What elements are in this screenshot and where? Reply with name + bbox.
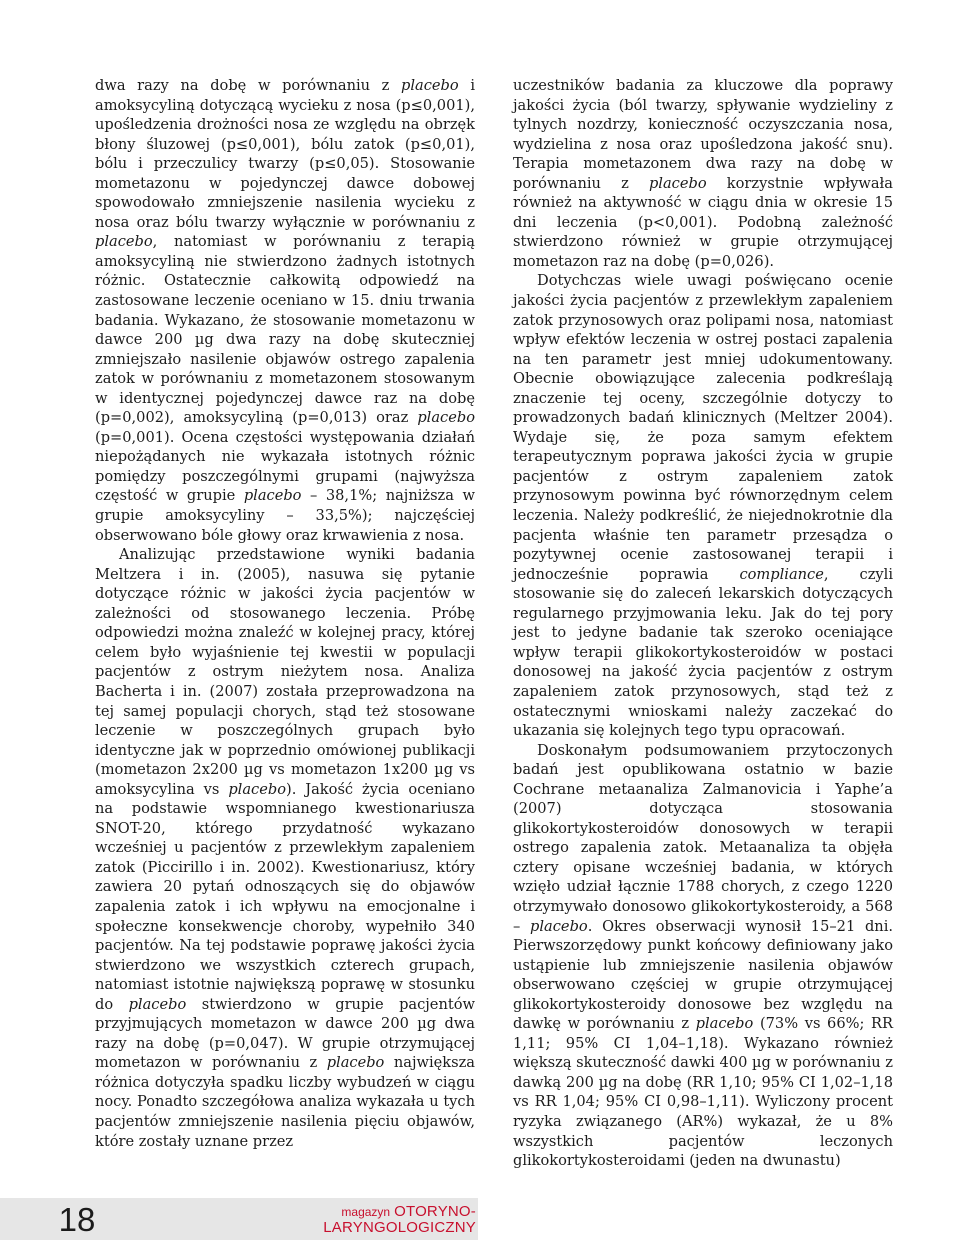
text-run: . Okres obserwacji wynosił 15–21 dni. Pierwszorzędowy punkt końcowy definiowany jako ustąpienie lub zmniejszenie nasilenia objawów obserwowano częściej w grupie otrzymującej glikokortykosteroidy donosowe bez względu na dawkę w porównaniu z [513, 917, 894, 1033]
text-run: dwa razy na dobę w porównaniu z [95, 77, 402, 94]
logo-title-line1: OTORYNO- [394, 1203, 476, 1220]
italic-term: placebo [95, 233, 153, 251]
text-run: Dotychczas wiele uwagi poświęcano ocenie jakości życia pacjentów z przewlekłym zapaleniem zatok przynosowych oraz polipami nosa, natomiast wpływ efektów leczenia w ostrej postaci zapalenia na ten parametr jest mniej udokumentowany. Obecnie obowiązujące zalecenia podkreślają znaczenie tej oceny, szczególnie dotyczy to prowadzonych badań klinicznych (Meltzer 2004). Wydaje się, że poza samym efektem terapeutycznym poprawa jakości życia w grupie pacjentów z ostrym zapaleniem zatok przynosowym powinna być równorzędnym celem leczenia. Należy podkreślić, że niejednokrotnie dla pacjenta właśnie ten parametr przesądza o pozytywnej ocenie zastosowanej terapii i jednocześnie poprawia [513, 272, 893, 583]
right-text-column [513, 76, 893, 1171]
text-run: największa różnica dotyczyła spadku liczby wybudzeń w ciągu nocy. Ponadto szczegółowa analiza wykazała u tych pacjentów zmniejszenie nasilenia pięciu objawów, które zostały uznane przez [95, 1054, 475, 1150]
text-run: (73% vs 66%; RR 1,11; 95% CI 1,04–1,18). Wykazano również większą skuteczność dawki 400 µg w porównaniu z dawką 200 µg na dobę (RR 1,10; 95% CI 1,02–1,18 vs RR 1,04; 95% CI 0,98–1,11). Wyliczony procent ryzyka związanego (AR%) wykazał, że u 8% wszystkich pacjentów leczonych glikokortykosteroidami (jeden na dwunastu) [513, 1015, 894, 1170]
text-run: – 38,1%; najniższa w grupie amoksycyliny – 33,5%); najczęściej obserwowano bóle głowy oraz krwawienia z nosa. [95, 487, 475, 544]
text-run: , czyli stosowanie się do zaleceń lekarskich dotyczących regularnego przyjmowania leku. Jak do tej pory jest to jedyne badanie tak szeroko oceniające wpływ terapii glikokortykosteroidów w postaci donosowej na jakość życia pacjentów z ostrym zapaleniem zatok przynosowych, stąd też z ostatecznymi wnioskami należy zaczekać do ukazania się kolejnych tego typu opracowań. [513, 565, 893, 740]
left-text-column [95, 76, 475, 1151]
italic-term: placebo [326, 1054, 385, 1072]
page-number: 18 [58, 1201, 96, 1238]
text-run: , natomiast w porównaniu z terapią amoksycyliną nie stwierdzono żadnych istotnych różnic. Ostatecznie całkowitą odpowiedź na zastosowane leczenie oceniano w 15. dniu trwania badania. Wykazano, że stosowanie mometazonu w dawce 200 µg dwa razy na dobę skuteczniej zmniejszało nasilenie objawów ostrego zapalenia zatok w porównaniu z mometazonem stosowanym w identycznej pojedynczej dawce raz na dobę (p=0,002), amoksycyliną (p=0,013) oraz [95, 233, 475, 427]
magazine-logo [306, 1204, 476, 1236]
text-run: stwierdzono w grupie pacjentów przyjmujących mometazon w dawce 200 µg dwa razy na dobę (p=0,047). W grupie otrzymującej mometazon w porównaniu z [95, 995, 475, 1072]
paragraph [513, 271, 893, 740]
italic-term: placebo [128, 995, 187, 1013]
text-run: korzystnie wpływała również na aktywność w ciągu dnia w okresie 15 dni leczenia (p<0,001). Podobną zależność stwierdzono również w grupie otrzymującej mometazon raz na dobę (p=0,026). [513, 174, 893, 270]
italic-term: placebo [228, 780, 286, 798]
italic-term: placebo [530, 917, 588, 935]
italic-term: compliance [739, 565, 824, 583]
logo-title-line2: LARYNGOLOGICZNY [323, 1219, 476, 1236]
italic-term: placebo [695, 1015, 754, 1033]
paragraph [95, 545, 475, 1151]
italic-term: placebo [417, 409, 475, 427]
text-run: uczestników badania za kluczowe dla poprawy jakości życia (ból twarzy, spływanie wydzieliny z tylnych nozdrzy, konieczność oczyszczania nosa, wydzielina z nosa oraz upośledzona jakość snu). Terapia mometazonem dwa razy na dobę w porównaniu z [513, 77, 893, 192]
paragraph [95, 76, 475, 545]
text-run: (p=0,001). Ocena częstości występowania działań niepożądanych nie wykazała istotnych różnic pomiędzy poszczególnymi grupami (najwyższa częstość w grupie [95, 428, 475, 505]
italic-term: placebo [243, 487, 302, 505]
logo-magazyn: magazyn [341, 1205, 391, 1219]
italic-term: placebo [401, 77, 459, 94]
paragraph [513, 741, 893, 1171]
paragraph [513, 76, 893, 271]
text-run: Analizując przedstawione wyniki badania Meltzera i in. (2005), nasuwa się pytanie dotyczące różnic w jakości życia pacjentów w zależności od stosowanego leczenia. Próbę odpowiedzi można znaleźć w kolejnej pracy, której celem było wyjaśnienie tej kwestii w populacji pacjentów z ostrym nieżytem nosa. Analiza Bacherta i in. (2007) została przeprowadzona na tej samej populacji chorych, stąd też stosowane leczenie w poszczególnych grupach było identyczne jak w poprzednio omówionej publikacji (mometazon 2x200 µg vs mometazon 1x200 µg vs amoksycylina vs [95, 546, 475, 798]
text-run: i amoksycyliną dotyczącą wycieku z nosa (p≤0,001), upośledzenia drożności nosa ze względu na obrzęk błony śluzowej (p≤0,001), bólu zatok (p≤0,01), bólu i przeczulicy twarzy (p≤0,05). Stosowanie mometazonu w pojedynczej dawce dobowej spowodowało zmniejszenie nasilenia wycieku z nosa oraz bólu twarzy wyłącznie w porównaniu z [95, 77, 476, 231]
text-run: ). Jakość życia oceniano na podstawie wspomnianego kwestionariusza SNOT-20, którego przydatność wykazano wcześniej u pacjentów z przewlekłym zapaleniem zatok (Piccirillo i in. 2002). Kwestionariusz, który zawiera 20 pytań odnoszących się do objawów zapalenia zatok i ich wpływu na emocjonalne i społeczne konsekwencje choroby, wypełniło 340 pacjentów. Na tej podstawie poprawę jakości życia stwierdzono we wszystkich czterech grupach, natomiast istotnie największą poprawę w stosunku do [95, 780, 475, 1013]
text-run: Doskonałym podsumowaniem przytoczonych badań jest opublikowana ostatnio w bazie Cochrane metaanaliza Zalmanovicia i Yaphe’a (2007) dotycząca stosowania glikokortykosteroidów donosowych w terapii ostrego zapalenia zatok. Metaanaliza ta objęła cztery opisane wcześniej badania, w których wzięło udział łącznie 1788 chorych, z czego 1220 otrzymywało donosowo glikokortykosteroidy, a 568 – [513, 741, 893, 935]
italic-term: placebo [648, 174, 707, 192]
